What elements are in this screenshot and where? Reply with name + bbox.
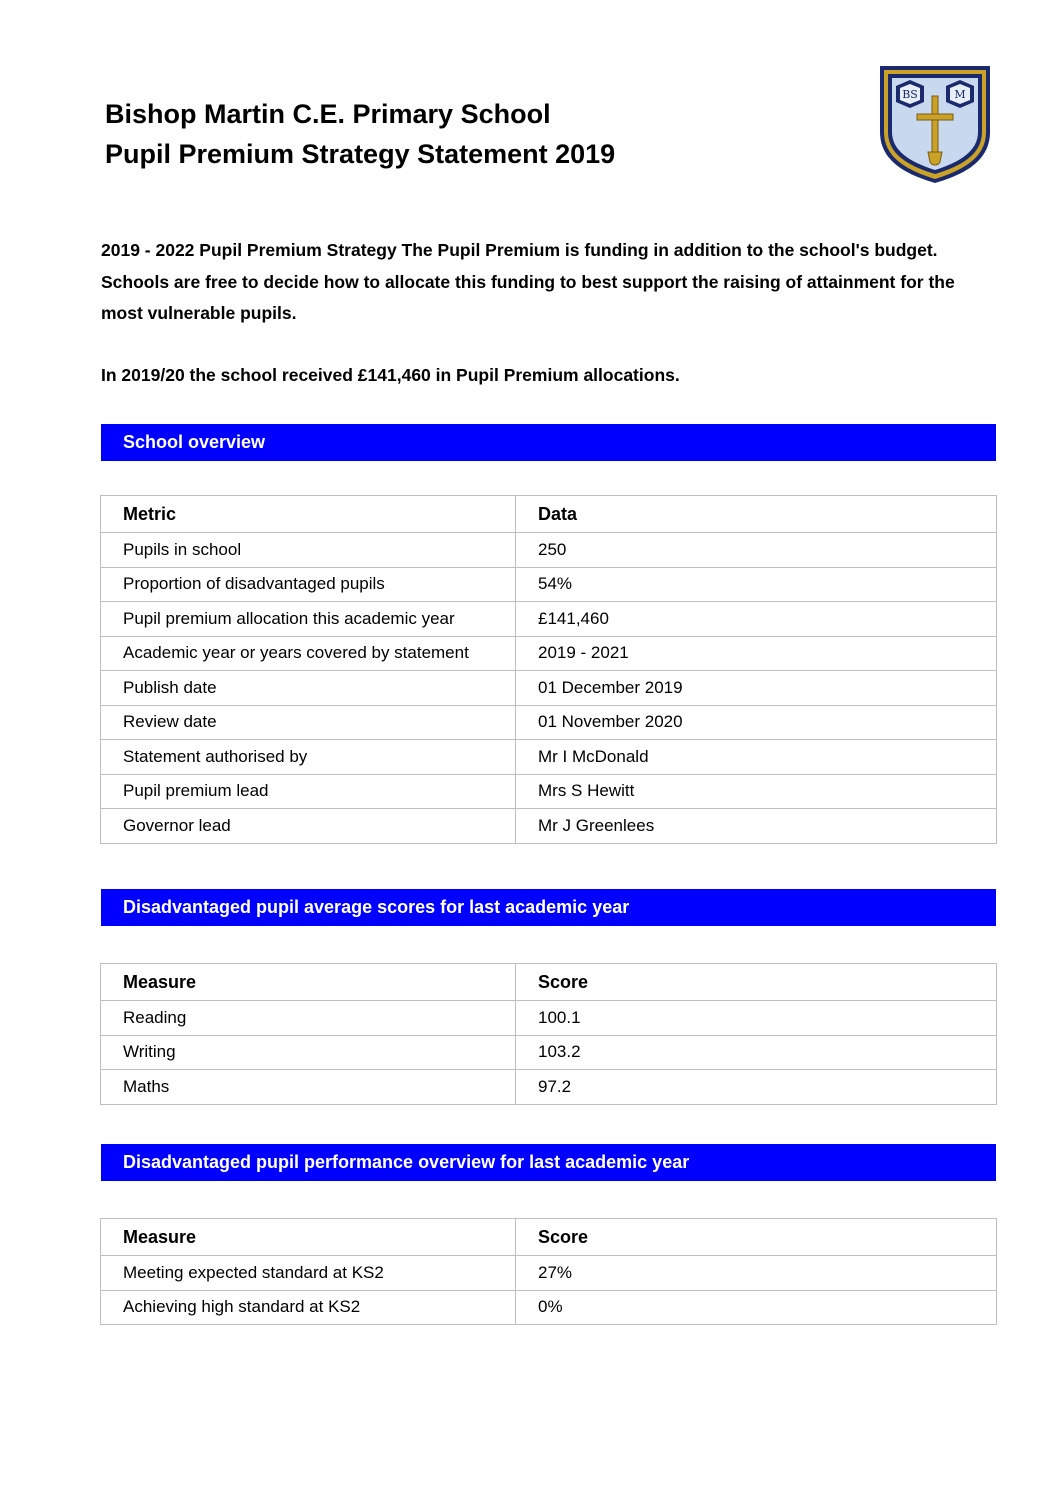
- table-row: [101, 809, 997, 844]
- allocation-statement: In 2019/20 the school received £141,460 in Pupil Premium allocations.: [101, 365, 680, 385]
- row-label: Governor lead: [101, 809, 516, 844]
- column-header: Measure: [101, 964, 516, 1001]
- row-value: 01 November 2020: [516, 705, 997, 740]
- table-row: [101, 1070, 997, 1105]
- row-label: Pupil premium lead: [101, 774, 516, 809]
- row-label: Publish date: [101, 671, 516, 706]
- performance-overview-table: [100, 1218, 997, 1325]
- table-row: [101, 1290, 997, 1325]
- document-header: [105, 94, 615, 174]
- row-value: 250: [516, 533, 997, 568]
- school-crest-icon: [874, 62, 996, 186]
- row-label: Statement authorised by: [101, 740, 516, 775]
- table-row: [101, 671, 997, 706]
- row-label: Proportion of disadvantaged pupils: [101, 567, 516, 602]
- row-label: Writing: [101, 1035, 516, 1070]
- table-row: [101, 533, 997, 568]
- table-row: [101, 1256, 997, 1291]
- row-value: 100.1: [516, 1001, 997, 1036]
- row-label: Pupil premium allocation this academic year: [101, 602, 516, 637]
- crest-letters-left: BS: [902, 88, 918, 101]
- row-value: Mr I McDonald: [516, 740, 997, 775]
- school-overview-table: [100, 495, 997, 844]
- table-header-row: [101, 1219, 997, 1256]
- column-header: Score: [516, 964, 997, 1001]
- intro-paragraph: 2019 - 2022 Pupil Premium Strategy The Pupil Premium is funding in addition to the school's budget. Schools are free to decide how to allocate this funding to best support the raising of attainment for the most vulnerable pupils.: [101, 240, 955, 323]
- row-value: 103.2: [516, 1035, 997, 1070]
- row-label: Achieving high standard at KS2: [101, 1290, 516, 1325]
- row-value: £141,460: [516, 602, 997, 637]
- average-scores-table: [100, 963, 997, 1105]
- row-label: Review date: [101, 705, 516, 740]
- row-value: 54%: [516, 567, 997, 602]
- row-value: Mrs S Hewitt: [516, 774, 997, 809]
- row-label: Academic year or years covered by statement: [101, 636, 516, 671]
- table-row: [101, 774, 997, 809]
- table-row: [101, 567, 997, 602]
- table-row: [101, 602, 997, 637]
- row-value: 97.2: [516, 1070, 997, 1105]
- row-label: Reading: [101, 1001, 516, 1036]
- table-row: [101, 636, 997, 671]
- row-value: 01 December 2019: [516, 671, 997, 706]
- column-header: Metric: [101, 496, 516, 533]
- column-header: Measure: [101, 1219, 516, 1256]
- table-header-row: [101, 964, 997, 1001]
- performance-overview-heading: Disadvantaged pupil performance overview for last academic year: [101, 1144, 996, 1181]
- crest-letters-right: M: [954, 88, 966, 101]
- school-overview-heading: School overview: [101, 424, 996, 461]
- table-header-row: [101, 496, 997, 533]
- column-header: Score: [516, 1219, 997, 1256]
- row-label: Pupils in school: [101, 533, 516, 568]
- row-value: 0%: [516, 1290, 997, 1325]
- row-value: 2019 - 2021: [516, 636, 997, 671]
- table-row: [101, 1035, 997, 1070]
- document-title: Pupil Premium Strategy Statement 2019: [105, 139, 616, 169]
- table-row: [101, 1001, 997, 1036]
- row-label: Meeting expected standard at KS2: [101, 1256, 516, 1291]
- column-header: Data: [516, 496, 997, 533]
- row-label: Maths: [101, 1070, 516, 1105]
- row-value: Mr J Greenlees: [516, 809, 997, 844]
- row-value: 27%: [516, 1256, 997, 1291]
- table-row: [101, 740, 997, 775]
- average-scores-heading: Disadvantaged pupil average scores for last academic year: [101, 889, 996, 926]
- school-name: Bishop Martin C.E. Primary School: [105, 99, 551, 129]
- table-row: [101, 705, 997, 740]
